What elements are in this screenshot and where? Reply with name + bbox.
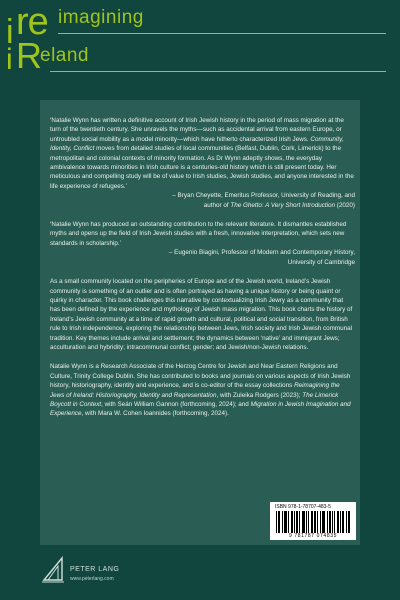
peter-lang-emblem-icon [40, 552, 66, 586]
publisher-logo [40, 548, 180, 588]
bio-text: , with Zuleika Rodgers (2023); [216, 391, 303, 399]
bio-text: Natalie Wynn is a Research Associate of the Herzog Centre for Jewish and Near Eastern Religions and Culture, Trinity College Dublin. She has contributed to books and journals on various aspects of Irish Jewish history, historiography, identity and experience, and is co-editor of the essay collections [50, 363, 351, 390]
blurb-biagini [50, 220, 355, 267]
logo-letter-i-top: i [6, 13, 13, 51]
blurb-attribution [50, 191, 355, 210]
book-description: As a small community located on the peripheries of Europe and of the Jewish world, Ireland’s Jewish community is something of an outlier and is often portrayed as having a unique history or being quaint or quirky in character. This book challenges this narrative by contextualizing Irish Jewry as a community that has been defined by the experience and mythology of Jewish mass migration. This book charts the history of Ireland’s Jewish community at a time of rapid growth and cultural, political and social transition, from British rule to Irish independence, exploring the relationship between Jews, Irish society and Irish Jewish communal tradition. Key themes include arrival and settlement; the dynamics between ‘native’ and immigrant Jews; acculturation and hybridity; intracommunal conflict; gender; and Jewish/non-Jewish relations. [50, 278, 353, 351]
isbn-label: ISBN 978-1-78707-483-5 [275, 504, 331, 510]
blurb-text: ‘Natalie Wynn has produced an outstanding contribution to the relevant literature. It dismantles established myths and opens up the field of Irish Jewish studies with a fresh, innovative interpretation, which sets new standards in scholarship.’ [50, 221, 347, 247]
logo-letter-r-bottom: R [16, 35, 41, 76]
bio-book-title: Migration in Jewish Imagination and Experience [50, 400, 351, 418]
isbn-barcode [270, 502, 356, 540]
blurb-book-title: Community, Identity, Conflict [50, 135, 344, 153]
attribution-line: – Bryan Cheyette, Emeritus Professor, University of Reading, and [172, 192, 355, 200]
bio-book-title: The Limerick Boycott in Context [50, 391, 339, 408]
attribution-line: author of [203, 201, 231, 209]
attribution-year: (2020) [335, 201, 355, 209]
barcode-bars [276, 511, 350, 533]
author-bio [50, 362, 355, 418]
attribution-line: University of Cambridge [287, 258, 355, 266]
logo-word-eland: eland [40, 45, 89, 66]
barcode-digits: 9 781787 074835 [289, 533, 337, 539]
attribution-book-title: The Ghetto: A Very Short Introduction [230, 201, 336, 209]
publisher-url[interactable]: www.peterlang.com [70, 576, 114, 582]
attribution-line: – Eugenio Biagini, Professor of Modern and Contemporary History, [168, 249, 355, 257]
back-cover-text [50, 116, 355, 429]
blurb-attribution [50, 248, 355, 267]
bio-book-title: Reimagining the Jews of Ireland: Historiography, Identity and Representation [50, 382, 340, 399]
logo-word-imagining: imagining [58, 7, 144, 28]
logo-rule-bottom [50, 71, 386, 72]
bio-text: , with Mara W. Cohen Ioannides (forthcoming, 2024). [81, 410, 229, 418]
series-logo [6, 3, 386, 81]
bio-text: , with Seán William Gannon (forthcoming, 2024); and [101, 400, 251, 408]
logo-rule-top [58, 33, 386, 34]
logo-letter-i-bottom: i [6, 43, 12, 76]
blurb-text: ‘Natalie Wynn has written a definitive account of Irish Jewish history in the period of mass migration at the turn of the twentieth century. She unravels the myths—such as accidental arrival from eastern Europe, or untroubled social mobility as a model minority—which have hitherto characterized Irish Jews. [50, 117, 344, 143]
blurb-cheyette [50, 116, 355, 210]
blurb-text: moves from detailed studies of local communities (Belfast, Dublin, Cork, Limerick) to the metropolitan and colonial contexts of minority formation. As Dr Wynn adeptly shows, the everyday ambivalence towards minorities in Irish culture is a centuries-old history which is still present today. Her meticulous and compelling study will be of value to Irish studies, Jewish studies, and anyone interested in the life experience of refugees.’ [50, 145, 354, 190]
logo-letters-re: re [16, 1, 48, 43]
publisher-name: PETER LANG [70, 566, 120, 573]
